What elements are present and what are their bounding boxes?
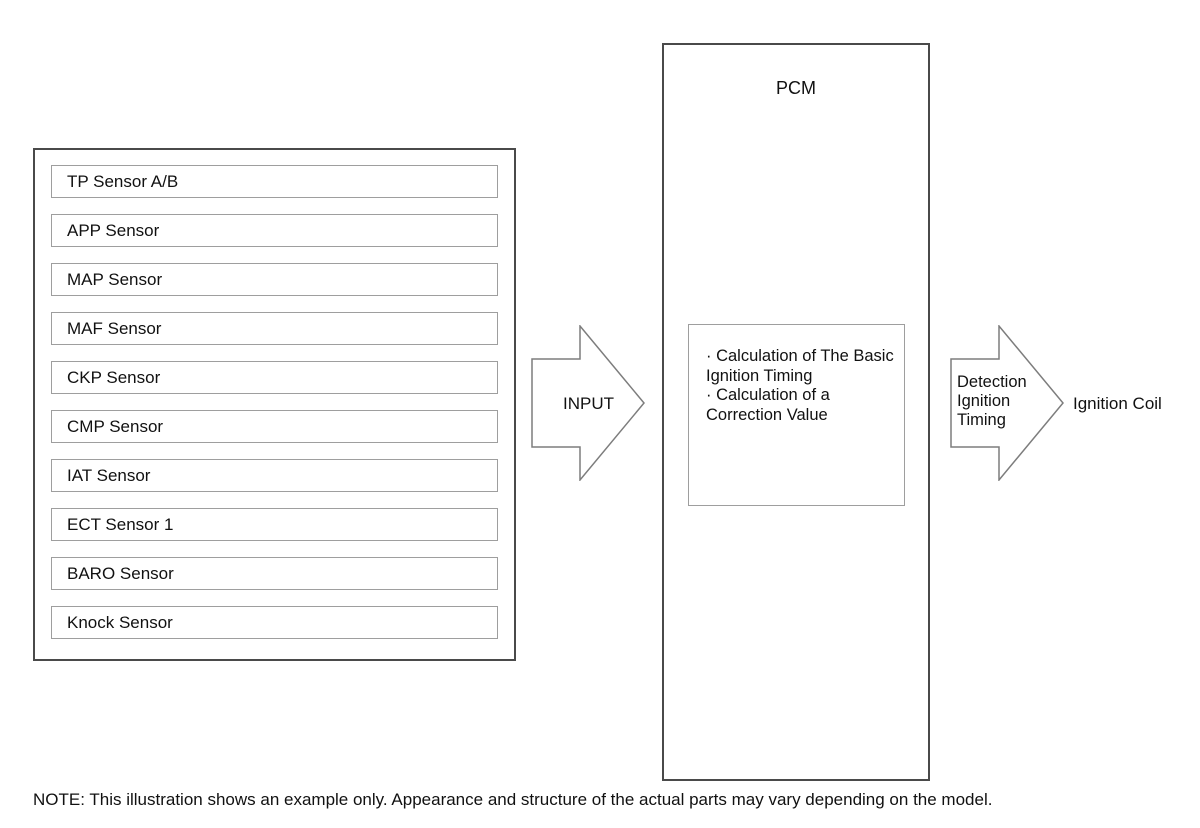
calc-item-correction-value: · Calculation of a Correction Value: [706, 386, 830, 424]
sensor-label: BARO Sensor: [67, 563, 174, 583]
calc-item-basic-timing: · Calculation of The Basic Ignition Timing: [706, 347, 894, 385]
calculation-box: [688, 324, 905, 506]
sensor-label: Knock Sensor: [67, 612, 173, 632]
ignition-coil-label: Ignition Coil: [1073, 394, 1162, 413]
sensor-label: MAP Sensor: [67, 269, 163, 289]
output-arrow: [950, 325, 1065, 481]
pcm-title: PCM: [776, 78, 816, 98]
sensor-box-ckp: [51, 361, 498, 394]
sensor-label: IAT Sensor: [67, 465, 151, 485]
sensor-label: ECT Sensor 1: [67, 514, 174, 534]
sensor-box-maf: [51, 312, 498, 345]
sensor-label: MAF Sensor: [67, 318, 162, 338]
sensor-label: CKP Sensor: [67, 367, 161, 387]
sensor-box-baro: [51, 557, 498, 590]
input-arrow: [531, 325, 646, 481]
sensor-label: APP Sensor: [67, 220, 160, 240]
sensor-box-tp: [51, 165, 498, 198]
sensor-box-iat: [51, 459, 498, 492]
sensor-box-map: [51, 263, 498, 296]
pcm-box: [662, 43, 930, 781]
sensor-box-app: [51, 214, 498, 247]
sensor-box-cmp: [51, 410, 498, 443]
note-text: NOTE: This illustration shows an example only. Appearance and structure of the actual parts may vary depending on the model.: [33, 790, 993, 809]
sensor-label: TP Sensor A/B: [67, 171, 179, 191]
output-arrow-label: Detection Ignition Timing: [957, 373, 1027, 429]
sensor-box-ect: [51, 508, 498, 541]
sensor-box-knock: [51, 606, 498, 639]
sensor-group-box: [33, 148, 516, 661]
sensor-label: CMP Sensor: [67, 416, 164, 436]
input-arrow-label: INPUT: [563, 394, 614, 413]
